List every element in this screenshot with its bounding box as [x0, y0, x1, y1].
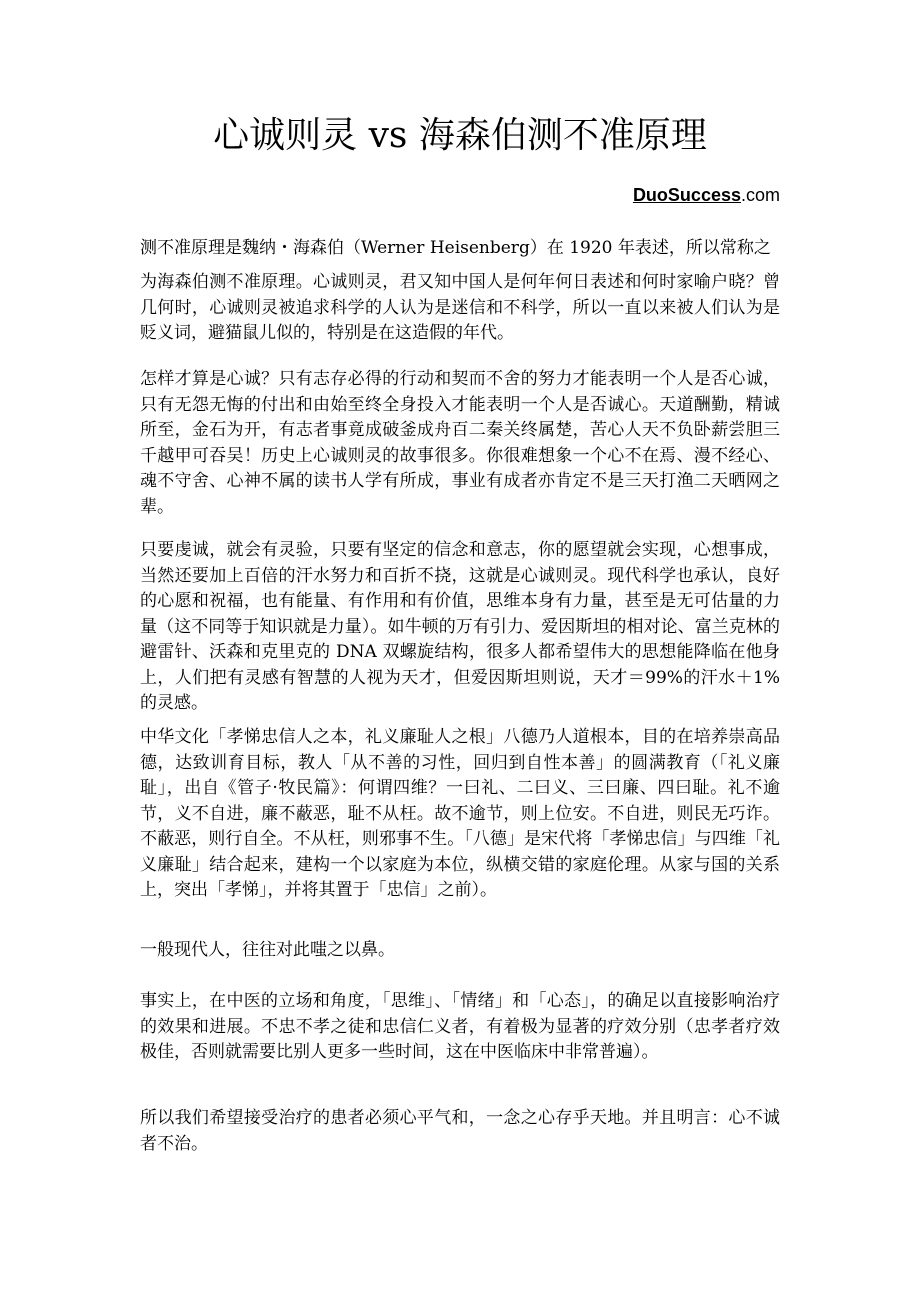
brand-domain-suffix: .com [740, 185, 780, 205]
paragraph-5: 中华文化「孝悌忠信人之本，礼义廉耻人之根」八德乃人道根本，目的在培养崇高品德，达致训育目标，教人「从不善的习性，回归到自性本善」的圆满教育（「礼义廉耻」，出自《管子·牧民篇》：何谓四维？一曰礼、二曰义、三曰廉、四曰耻。礼不逾节，义不自进，廉不蔽恶，耻不从枉。故不逾节，则上位安。不自进，则民无巧诈。不蔽恶，则行自全。不从枉，则邪事不生。「八德」是宋代将「孝悌忠信」与四维「礼义廉耻」结合起来，建构一个以家庭为本位，纵横交错的家庭伦理。从家与国的关系上，突出「孝悌」，并将其置于「忠信」之前）。 [140, 727, 780, 900]
page-title: 心诚则灵 vs 海森伯测不准原理 [213, 115, 707, 156]
paragraph-1: 测不准原理是魏纳・海森伯（Werner Heisenberg）在 1920 年表述，所以常称之 [140, 238, 771, 258]
brand-name[interactable]: DuoSuccess [632, 185, 741, 205]
paragraph-3: 怎样才算是心诚？只有志存必得的行动和契而不舍的努力才能表明一个人是否心诚，只有无怨无悔的付出和由始至终全身投入才能表明一个人是否诚心。天道酬勤，精诚所至，金石为开，有志者事竟成破釜成舟百二秦关终属楚，苦心人天不负卧薪尝胆三千越甲可吞吴！历史上心诚则灵的故事很多。你很难想象一个心不在焉、漫不经心、魂不守舍、心神不属的读书人学有所成，事业有成者亦肯定不是三天打渔二天晒网之辈。 [140, 369, 780, 517]
site-brand[interactable] [633, 183, 780, 207]
paragraph-6: 一般现代人，往往对此嗤之以鼻。 [140, 940, 395, 960]
paragraph-8: 所以我们希望接受治疗的患者必须心平气和，一念之心存乎天地。并且明言：心不诚者不治。 [140, 1108, 780, 1154]
paragraph-4: 只要虔诚，就会有灵验，只要有坚定的信念和意志，你的愿望就会实现，心想事成，当然还要加上百倍的汗水努力和百折不挠，这就是心诚则灵。现代科学也承认，良好的心愿和祝福，也有能量、有作用和有价值，思维本身有力量，甚至是无可估量的力量（这不同等于知识就是力量）。如牛顿的万有引力、爱因斯坦的相对论、富兰克林的避雷针、沃森和克里克的 DNA 双螺旋结构，很多人都希望伟大的思想能降临在他身上，人们把有灵感有智慧的人视为天才，但爱因斯坦则说，天才＝99%的汗水＋1%的灵感。 [140, 540, 780, 713]
paragraph-2: 为海森伯测不准原理。心诚则灵，君又知中国人是何年何日表述和何时家喻户晓？曾几何时，心诚则灵被追求科学的人认为是迷信和不科学，所以一直以来被人们认为是贬义词，避猫鼠儿似的，特别是在这造假的年代。 [140, 272, 780, 343]
paragraph-7: 事实上，在中医的立场和角度，「思维」、「情绪」和「心态」，的确足以直接影响治疗的效果和进展。不忠不孝之徒和忠信仁义者，有着极为显著的疗效分别（忠孝者疗效极佳，否则就需要比别人更多一些时间，这在中医临床中非常普遍）。 [140, 991, 780, 1062]
